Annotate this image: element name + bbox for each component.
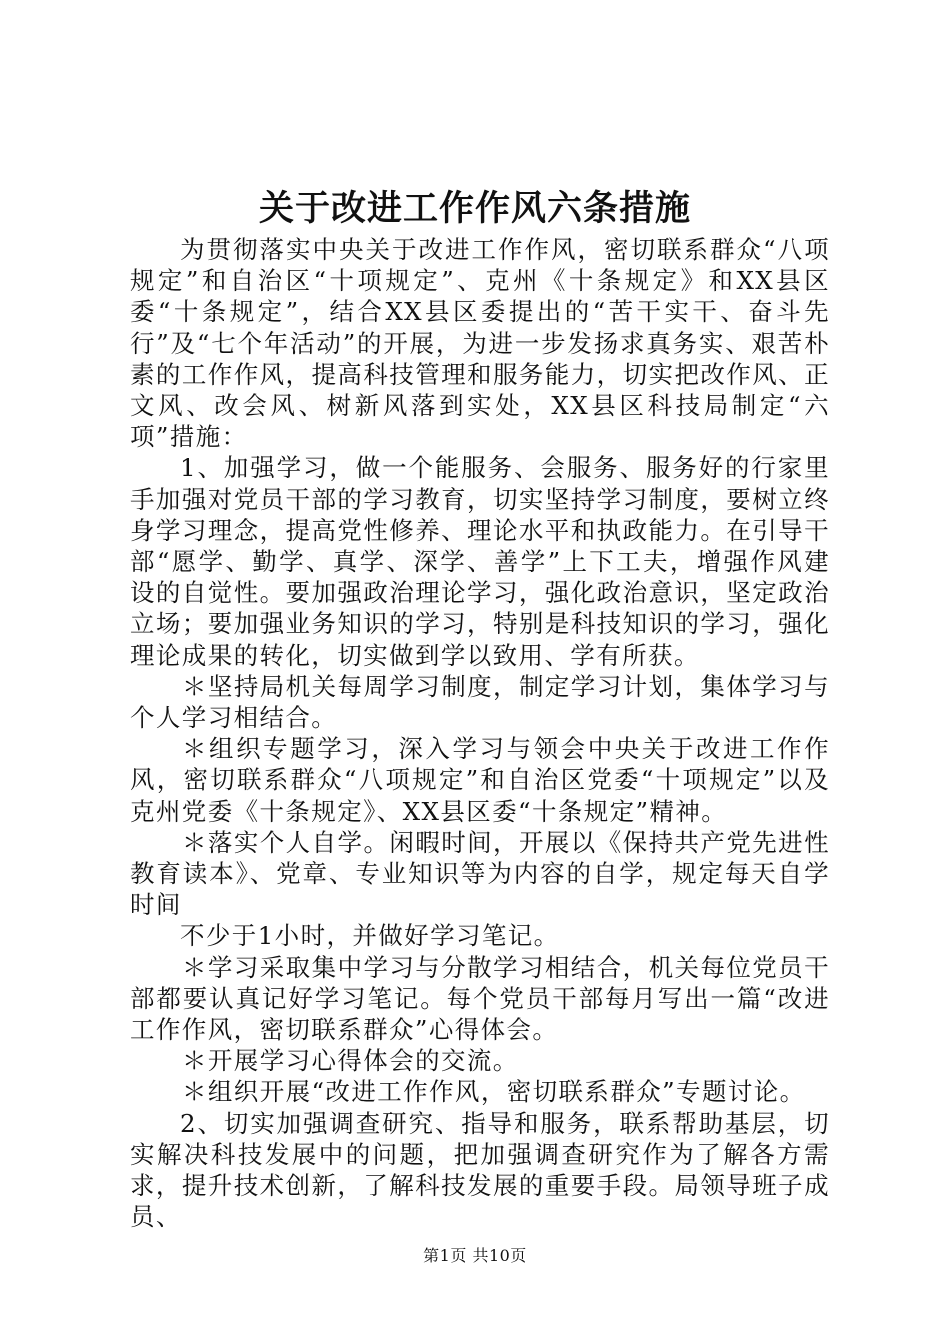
bullet-discussion: ＊组织开展“改进工作作风，密切联系群众”专题讨论。 [182, 1077, 806, 1107]
intro-paragraph: 为贯彻落实中央关于改进工作作风，密切联系群众“八项规定”和自治区“十项规定”、克州《十条规定》和XX县区委“十条规定”，结合XX县区委提出的“苦干实干、奋斗先行”及“七个年活动”的开展，为进一步发扬求真务实、艰苦朴素的工作作风，提高科技管理和服务能力，切实把改作风、正文风、改会风、树新风落到实处，XX县区科技局制定“六项”措施： [130, 235, 830, 452]
document-body [130, 234, 830, 1233]
section-1-paragraph: 1、加强学习，做一个能服务、会服务、服务好的行家里手加强对党员干部的学习教育，切实坚持学习制度，要树立终身学习理念，提高党性修养、理论水平和执政能力。在引导干部“愿学、勤学、真学、深学、善学”上下工夫，增强作风建设的自觉性。要加强政治理论学习，强化政治意识，坚定政治立场；要加强业务知识的学习，特别是科技知识的学习，强化理论成果的转化，切实做到学以致用、学有所获。 [130, 453, 830, 670]
bullet-exchange: ＊开展学习心得体会的交流。 [182, 1046, 519, 1076]
document-title: 关于改进工作作风六条措施 [258, 188, 691, 229]
bullet-self-study: ＊落实个人自学。闲暇时间，开展以《保持共产党先进性教育读本》、党章、专业知识等为内容的自学，规定每天自学时间 [130, 827, 830, 920]
page-footer: 第1页 共10页 [423, 1246, 527, 1265]
bullet-topic-study: ＊组织专题学习，深入学习与领会中央关于改进工作作风，密切联系群众“八项规定”和自治区党委“十项规定”以及克州党委《十条规定》、XX县区委“十条规定”精神。 [130, 734, 830, 826]
bullet-study-notes: ＊学习采取集中学习与分散学习相结合，机关每位党员干部都要认真记好学习笔记。每个党员干部每月写出一篇“改进工作作风，密切联系群众”心得体会。 [130, 952, 830, 1045]
self-study-continuation: 不少于1小时，并做好学习笔记。 [180, 921, 560, 951]
section-2-paragraph: 2、切实加强调查研究、指导和服务，联系帮助基层，切实解决科技发展中的问题，把加强调查研究作为了解各方需求，提升技术创新，了解科技发展的重要手段。局领导班子成员、 [130, 1108, 830, 1232]
bullet-weekly-study: ＊坚持局机关每周学习制度，制定学习计划，集体学习与个人学习相结合。 [130, 671, 830, 733]
